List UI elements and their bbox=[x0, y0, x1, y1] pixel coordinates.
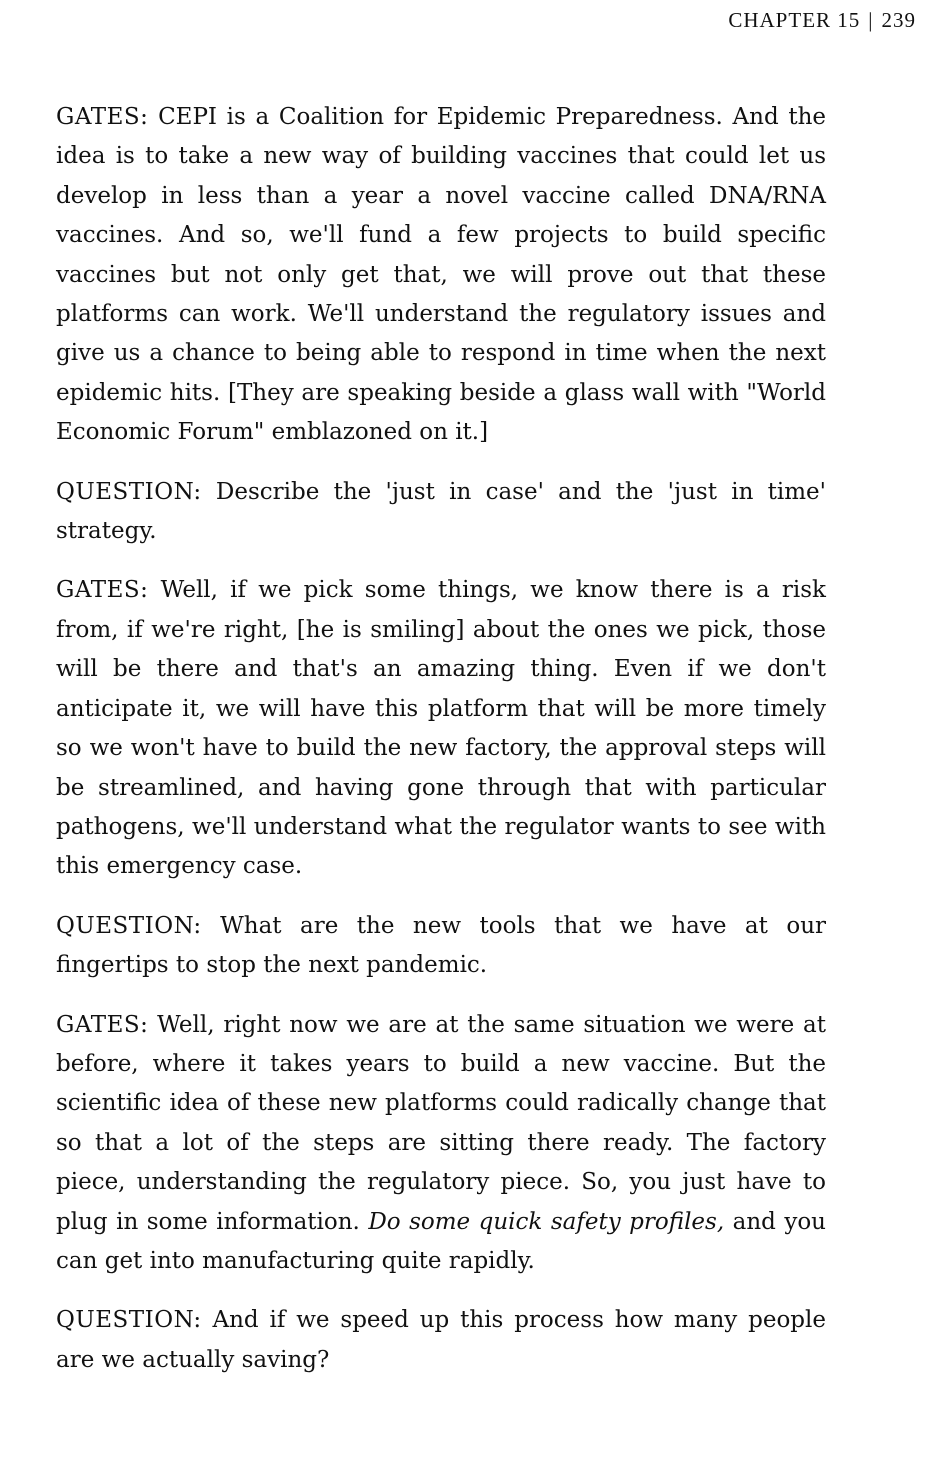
paragraph-text: And if we speed up this process how many people are we actually saving? bbox=[56, 1307, 826, 1373]
italic-phrase: Do some quick safety profiles, bbox=[368, 1208, 725, 1235]
paragraph-text: Well, if we pick some things, we know there is a risk from, if we're right, [he is smiling] about the ones we pick, those will be there and that's an amazing thing. Even if we don't anticipate it, we will have this platform that will be more timely so we won't have to build the new factory, the approval steps will be streamlined, and having gone through that with particular pathogens, we'll understand what the regulator wants to see with this emergency case. bbox=[56, 577, 826, 880]
paragraph-text: Describe the 'just in case' and the 'just in time' strategy. bbox=[56, 478, 826, 545]
paragraph-gates-situation bbox=[56, 1006, 826, 1282]
page-number: 239 bbox=[881, 8, 916, 32]
header-separator: | bbox=[868, 8, 874, 32]
speaker-label: QUESTION: bbox=[56, 478, 202, 505]
paragraph-gates-cepi bbox=[56, 98, 826, 453]
running-header bbox=[728, 8, 916, 33]
paragraph-text: Well, right now we are at the same situation we were at before, where it takes years to build a new vaccine. But the scientific idea of these new platforms could radically change that so that a lot of the steps are sitting there ready. The factory piece, understanding the regulatory piece. So, you just have to plug in some information. bbox=[56, 1011, 826, 1235]
speaker-label: GATES: bbox=[56, 104, 149, 130]
paragraph-question-saving bbox=[56, 1301, 826, 1380]
paragraph-question-strategy bbox=[56, 473, 826, 552]
paragraph-gates-platform bbox=[56, 571, 826, 886]
paragraph-text-end: and you can get into manufacturing quite rapidly. bbox=[56, 1208, 826, 1274]
speaker-label: GATES: bbox=[56, 577, 149, 604]
page-body bbox=[56, 98, 826, 1400]
paragraph-text: What are the new tools that we have at our fingertips to stop the next pandemic. bbox=[56, 912, 827, 979]
speaker-label: QUESTION: bbox=[56, 912, 202, 939]
speaker-label: QUESTION: bbox=[56, 1307, 202, 1334]
paragraph-text: CEPI is a Coalition for Epidemic Preparedness. And the idea is to take a new way of building vaccines that could let us develop in less than a year a novel vaccine called DNA/RNA vaccines. And so, we'll fund a few projects to build specific vaccines but not only get that, we will prove out that these platforms can work. We'll understand the regulatory issues and give us a chance to being able to respond in time when the next epidemic hits. [They are speaking beside a glass wall with "World Economic Forum" emblazoned on it.] bbox=[56, 104, 827, 446]
chapter-label: CHAPTER 15 bbox=[728, 8, 861, 32]
paragraph-question-tools bbox=[56, 907, 826, 986]
speaker-label: GATES: bbox=[56, 1011, 149, 1038]
